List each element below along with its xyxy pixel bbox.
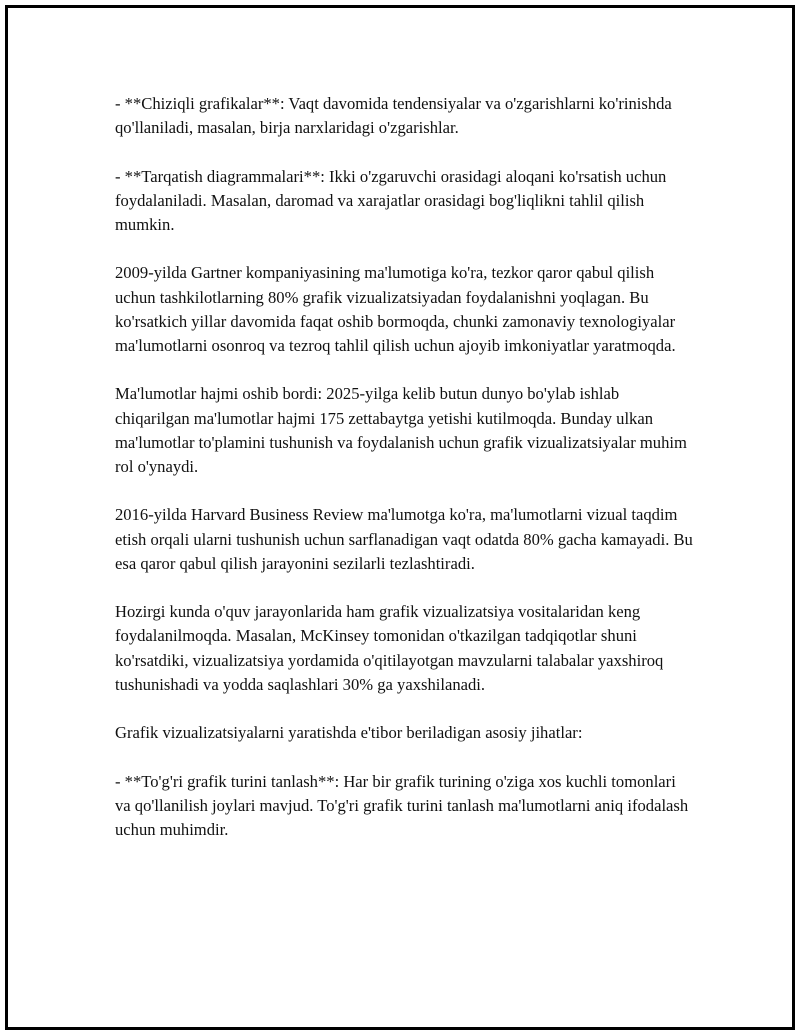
paragraph-education-mckinsey: Hozirgi kunda o'quv jarayonlarida ham grafik vizualizatsiya vositalaridan keng foydalanilmoqda. Masalan, McKinsey tomonidan o'tkazilgan tadqiqotlar shuni ko'rsatdiki, vizualizatsiya yordamida o'qitilayotgan mavzularni talabalar yaxshiroq tushunishadi va yodda saqlashlari 30% ga yaxshilanadi. [115, 602, 664, 694]
paragraph-line-charts: - **Chiziqli grafikalar**: Vaqt davomida tendensiyalar va o'zgarishlarni ko'rinishda qo'llaniladi, masalan, birja narxlaridagi o'zgarishlar. [115, 94, 672, 138]
paragraph-data-volume: Ma'lumotlar hajmi oshib bordi: 2025-yilga kelib butun dunyo bo'ylab ishlab chiqarilgan ma'lumotlar hajmi 175 zettabaytga yetishi kutilmoqda. Bunday ulkan ma'lumotlar to'plamini tushunish va foydalanish uchun grafik vizualizatsiyalar muhim rol o'ynaydi. [115, 384, 687, 476]
paragraph-choose-chart-type: - **To'g'ri grafik turini tanlash**: Har bir grafik turining o'ziga xos kuchli tomonlari va qo'llanilish joylari mavjud. To'g'ri grafik turini tanlash ma'lumotlarni aniq ifodalash uchun muhimdir. [115, 771, 689, 839]
paragraph-scatter-diagrams: - **Tarqatish diagrammalari**: Ikki o'zgaruvchi orasidagi aloqani ko'rsatish uchun foydalaniladi. Masalan, daromad va xarajatlar orasidagi bog'liqlikni tahlil qilish mumkin. [115, 166, 667, 234]
document-body [115, 92, 695, 866]
paragraph-harvard-2016: 2016-yilda Harvard Business Review ma'lumotga ko'ra, ma'lumotlarni vizual taqdim etish orqali ularni tushunish uchun sarflanadigan vaqt odatda 80% gacha kamayadi. Bu esa qaror qabul qilish jarayonini sezilarli tezlashtiradi. [115, 505, 693, 573]
paragraph-gartner-2009: 2009-yilda Gartner kompaniyasining ma'lumotiga ko'ra, tezkor qaror qabul qilish uchun tashkilotlarning 80% grafik vizualizatsiyadan foydalanishni yoqlagan. Bu ko'rsatkich yillar davomida faqat oshib bormoqda, chunki zamonaviy texnologiyalar ma'lumotlarni osonroq va tezroq tahlil qilish uchun ajoyib imkoniyatlar yaratmoqda. [115, 263, 676, 355]
paragraph-key-aspects: Grafik vizualizatsiyalarni yaratishda e'tibor beriladigan asosiy jihatlar: [115, 723, 583, 743]
